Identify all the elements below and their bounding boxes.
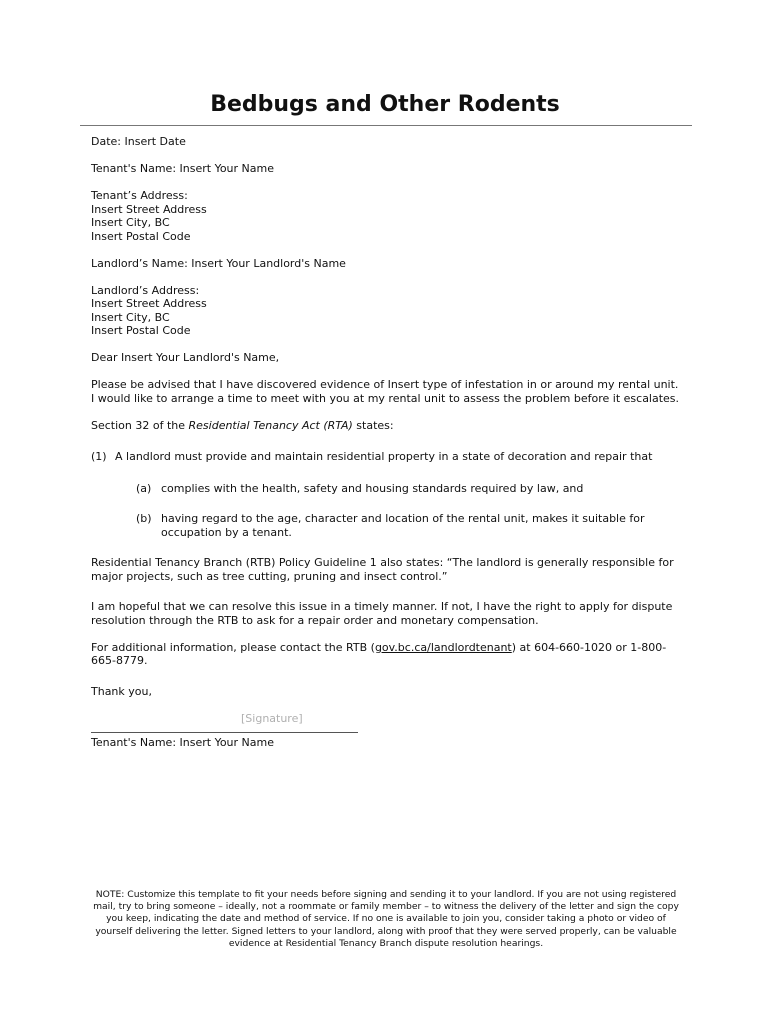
- landlord-address-label: Landlord’s Address:: [91, 283, 200, 297]
- contact-suffix: ) at 604-660-1020 or 1-800-665-8779.: [91, 640, 667, 667]
- landlord-name-line: Landlord’s Name: Insert Your Landlord's Name: [91, 256, 346, 270]
- hopeful-paragraph: I am hopeful that we can resolve this issue in a timely manner. If not, I have the right to apply for dispute resolution through the RTB to ask for a repair order and monetary compensation.: [91, 600, 673, 627]
- intro-paragraph: Please be advised that I have discovered evidence of Insert type of infestation in or around my rental unit. I would like to arrange a time to meet with you at my rental unit to assess the problem before it escalates.: [91, 378, 680, 405]
- contact-prefix: For additional information, please contact the RTB (: [91, 640, 375, 654]
- tenant-name-line: Tenant's Name: Insert Your Name: [91, 162, 274, 175]
- title-divider: [80, 125, 692, 126]
- date-line: Date: Insert Date: [91, 135, 186, 148]
- rtb-website-link[interactable]: gov.bc.ca/landlordtenant: [374, 640, 512, 654]
- clause-b: [136, 512, 683, 539]
- section-prefix: Section 32 of the: [91, 418, 189, 432]
- clause-1-number: (1): [91, 450, 107, 463]
- tenant-address-city: Insert City, BC: [91, 216, 170, 229]
- clause-1: [91, 450, 683, 464]
- closing: Thank you,: [91, 684, 152, 698]
- policy-paragraph: Residential Tenancy Branch (RTB) Policy Guideline 1 also states: “The landlord is generally responsible for major projects, such as tree cutting, pruning and insect control.”: [91, 556, 674, 583]
- tenant-address-street: Insert Street Address: [91, 202, 207, 216]
- footer-note: NOTE: Customize this template to fit your needs before signing and sending it to your landlord. If you are not using registered mail, try to bring someone – ideally, not a roommate or family member – to witness the delivery of the letter and sign the copy you keep, indicating the date and method of service. If no one is available to join you, consider taking a photo or video of yourself delivering the letter. Signed letters to your landlord, along with proof that they were served properly, can be valuable evidence at Residential Tenancy Branch dispute resolution hearings.: [93, 889, 679, 949]
- landlord-address-block: [91, 284, 683, 338]
- signature-block: [91, 712, 683, 772]
- document-title: Bedbugs and Other Rodents: [210, 92, 560, 117]
- clause-b-text: having regard to the age, character and location of the rental unit, makes it suitable for occupation by a tenant.: [161, 512, 645, 539]
- tenant-address-block: [91, 189, 683, 243]
- section-paragraph: [91, 419, 683, 433]
- signature-placeholder[interactable]: [Signature]: [241, 711, 303, 725]
- tenant-address-postal: Insert Postal Code: [91, 229, 191, 243]
- contact-paragraph: [91, 641, 683, 668]
- signature-name: Tenant's Name: Insert Your Name: [91, 735, 274, 749]
- clause-1-text: A landlord must provide and maintain residential property in a state of decoration and repair that: [115, 450, 653, 463]
- signature-line: [91, 732, 358, 733]
- salutation: Dear Insert Your Landlord's Name,: [91, 351, 280, 364]
- landlord-address-street: Insert Street Address: [91, 297, 207, 310]
- letter-body: [91, 135, 683, 772]
- act-name: Residential Tenancy Act (RTA): [188, 418, 353, 432]
- clause-b-number: (b): [136, 512, 152, 525]
- clause-a-number: (a): [136, 481, 152, 495]
- tenant-address-label: Tenant’s Address:: [91, 189, 188, 202]
- landlord-address-city: Insert City, BC: [91, 310, 170, 324]
- landlord-address-postal: Insert Postal Code: [91, 324, 191, 337]
- clause-a: [136, 482, 683, 496]
- clause-a-text: complies with the health, safety and housing standards required by law, and: [161, 481, 584, 495]
- section-suffix: states:: [352, 418, 394, 432]
